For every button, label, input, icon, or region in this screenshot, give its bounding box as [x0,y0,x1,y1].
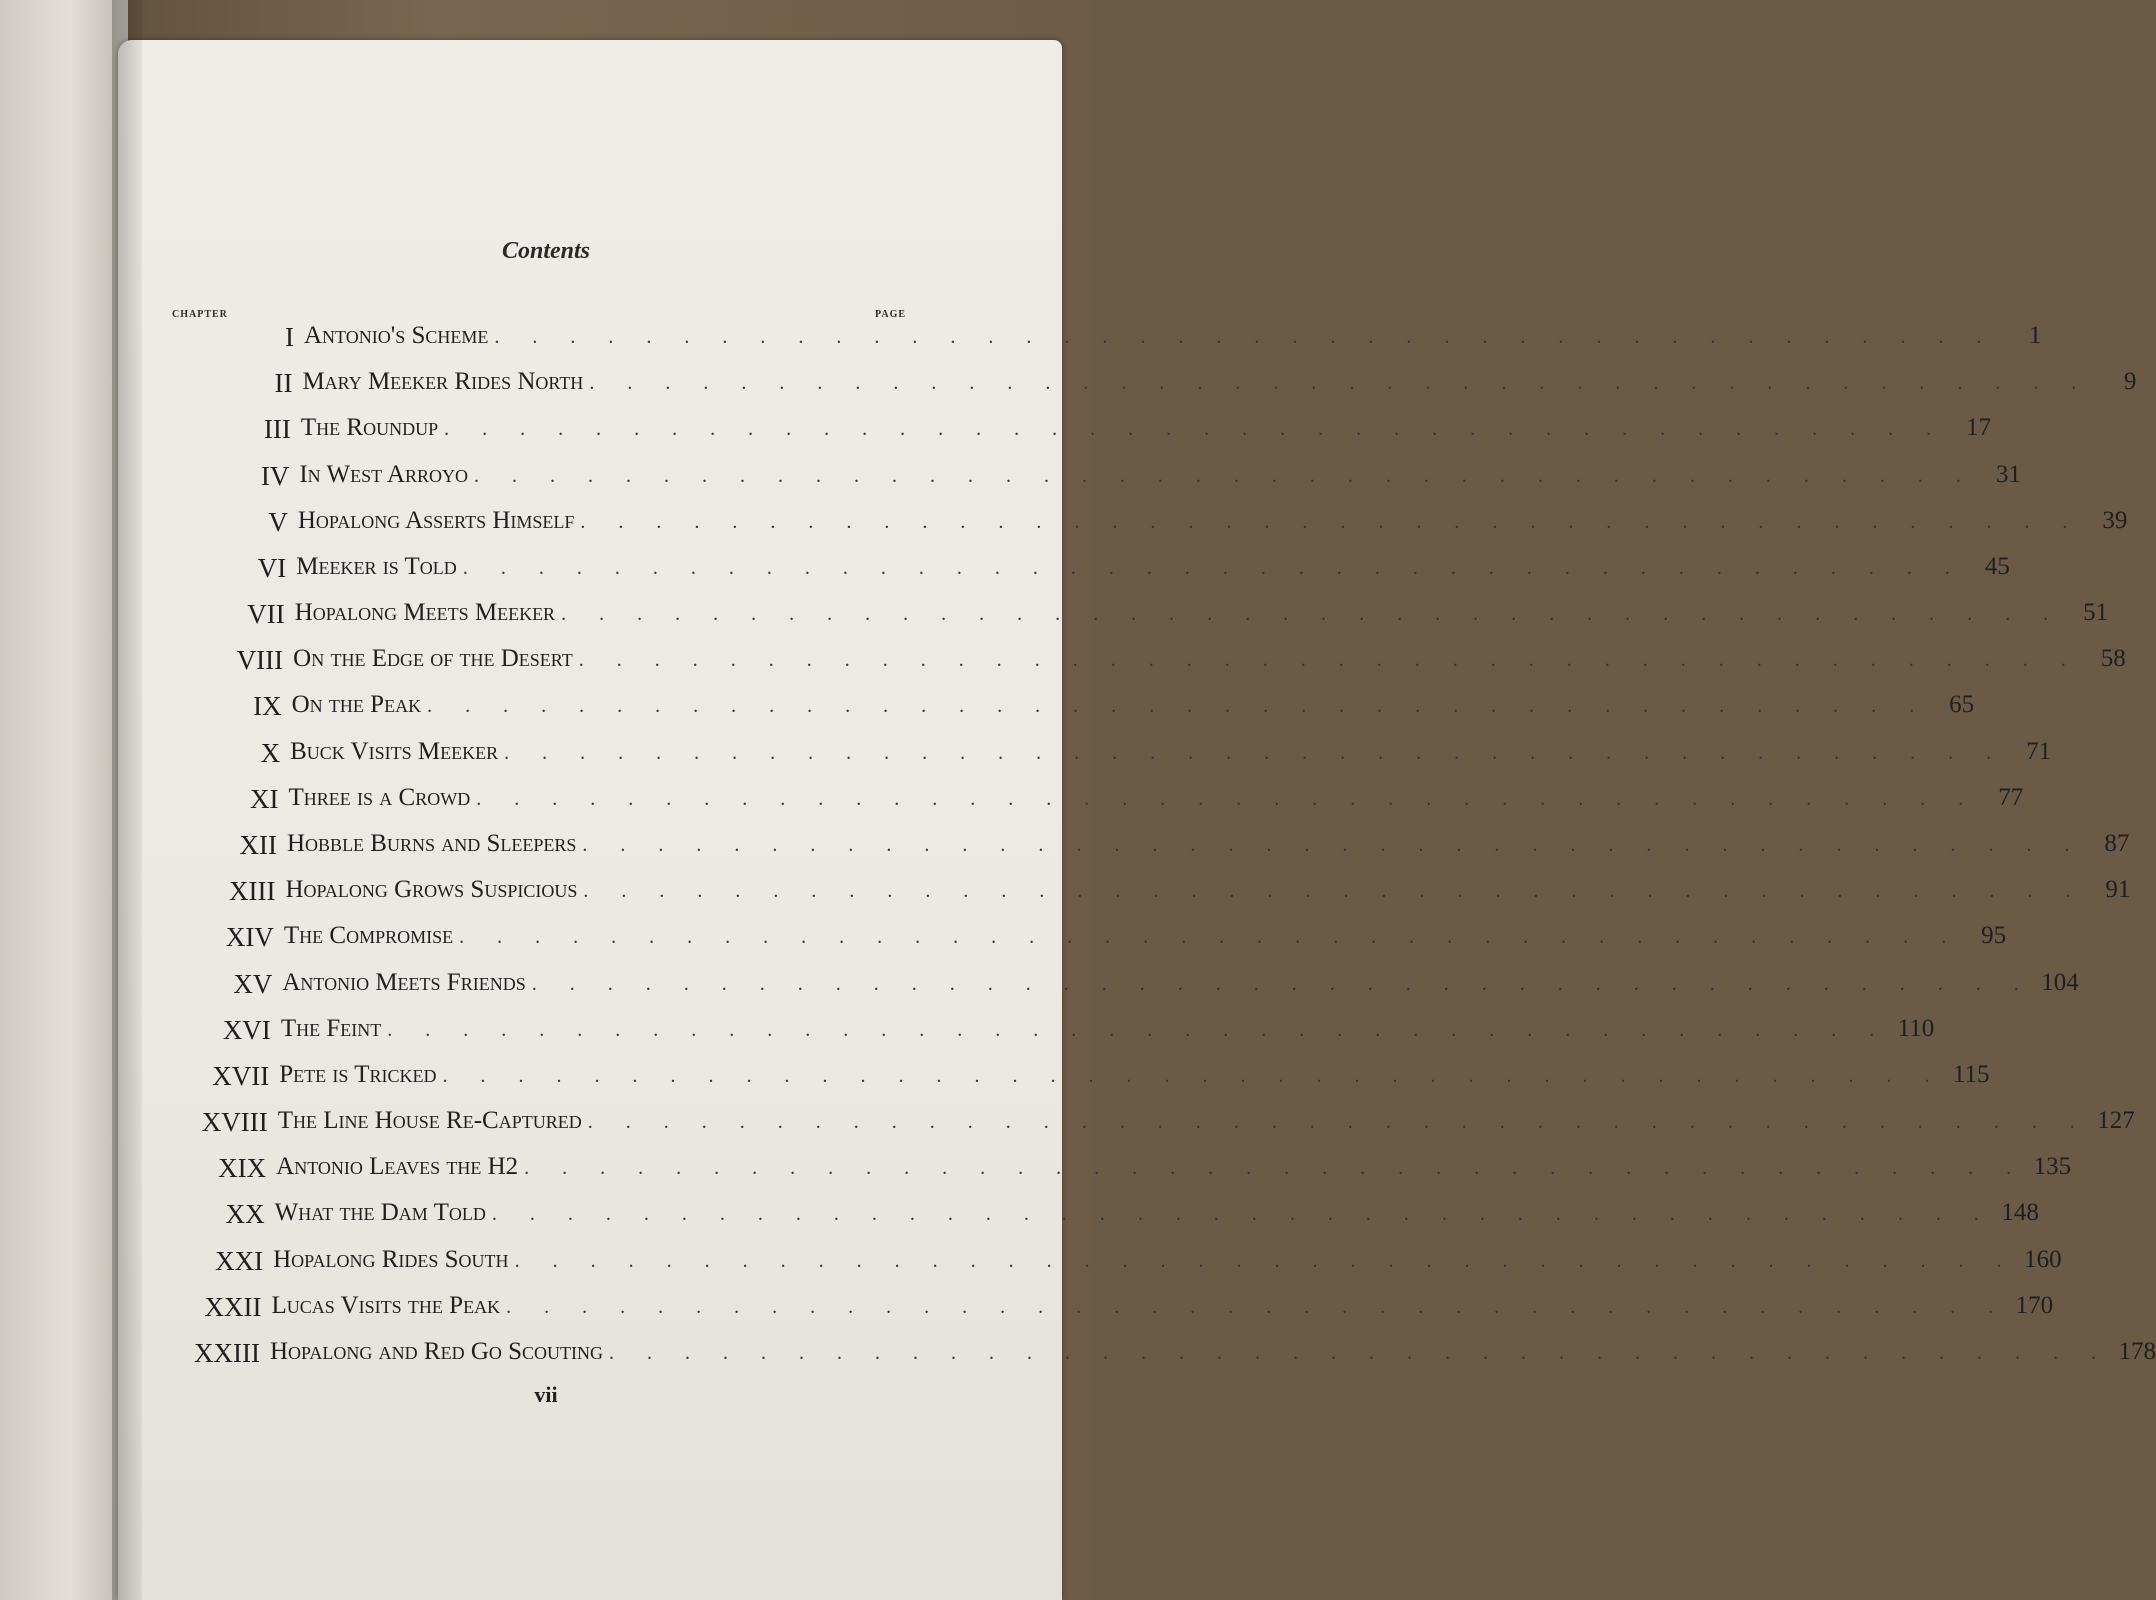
toc-entry [215,1245,2062,1286]
page-number: 71 [2026,737,2052,765]
page-number: 77 [1998,783,2024,811]
dot-leader: . . . . . . . . . . . . . . . . . . . . . . . . . . . . . . . . . . . . . . . . [476,787,1978,810]
toc-entry [194,1338,2156,1378]
toc-entry [274,368,2137,408]
toc-entry [233,968,2079,1009]
page-number: 104 [2041,968,2079,996]
page-number: 91 [2105,876,2131,904]
dot-leader: . . . . . . . . . . . . . . . . . . . . . . . . . . . . . . . . . . . . . . . . [524,1157,2026,1180]
chapter-title: The Compromise [283,922,454,950]
chapter-title: Hopalong Meets Meeker [294,599,556,627]
dot-leader: . . . . . . . . . . . . . . . . . . . . . . . . . . . . . . . . . . . . . . . . [580,510,2082,533]
chapter-number: XXII [204,1291,262,1322]
toc-entry [247,599,2109,639]
chapter-number: IV [260,460,290,491]
chapter-number: XVIII [201,1107,268,1138]
dot-leader: . . . . . . . . . . . . . . . . . . . . . . . . . . . . . . . . . . . . . . . . [491,1203,1993,1226]
chapter-title: Lucas Visits the Peak [271,1291,501,1319]
chapter-number: XI [250,783,279,814]
chapter-title: Buck Visits Meeker [290,737,499,765]
page-number: 127 [2097,1107,2135,1135]
chapter-title: Antonio's Scheme [304,322,489,349]
toc-entry [250,783,2024,824]
chapter-number: XVII [212,1060,270,1091]
page-number: 95 [1981,922,2007,950]
page-number: 135 [2033,1153,2072,1181]
chapter-number: XIV [225,922,274,953]
dot-leader: . . . . . . . . . . . . . . . . . . . . . . . . . . . . . . . . . . . . . . . . [444,418,1946,441]
dot-leader: . . . . . . . . . . . . . . . . . . . . . . . . . . . . . . . . . . . . . . . . [561,603,2063,626]
page-number: 178 [2118,1338,2156,1365]
chapter-number: II [274,368,293,399]
dot-leader: . . . . . . . . . . . . . . . . . . . . . . . . . . . . . . . . . . . . . . . . [462,556,1964,579]
chapter-number: I [285,322,294,352]
page-column-header: PAGE [875,309,907,320]
page-number-folio: vii [534,1382,558,1407]
chapter-number: V [268,506,288,537]
page-number: 31 [1996,460,2022,488]
chapter-title: On the Peak [291,691,422,719]
chapter-title: The Feint [280,1014,382,1042]
toc-entry [225,922,2007,962]
chapter-number: VI [257,552,287,583]
dot-leader: . . . . . . . . . . . . . . . . . . . . . . . . . . . . . . . . . . . . . . . . [474,464,1976,487]
page-number: 160 [2024,1245,2062,1273]
toc-entry [239,830,2130,870]
page-number: 45 [1984,552,2010,580]
toc-entry [212,1060,1990,1101]
chapter-title: Antonio Leaves the H2 [276,1153,519,1181]
toc-entry [204,1291,2054,1332]
chapter-title: Pete is Tricked [279,1060,437,1088]
toc-entry [263,414,1992,454]
chapter-title: Hopalong and Red Go Scouting [270,1338,604,1365]
chapter-title: Antonio Meets Friends [282,968,526,996]
toc-entry [228,876,2131,916]
chapter-title: Mary Meeker Rides North [302,368,584,396]
chapter-number: XII [239,830,277,860]
chapter-title: Hopalong Asserts Himself [297,506,575,534]
dot-leader: . . . . . . . . . . . . . . . . . . . . . . . . . . . . . . . . . . . . . . . . [442,1064,1944,1087]
dot-leader: . . . . . . . . . . . . . . . . . . . . . . . . . . . . . . . . . . . . . . . . [589,372,2091,395]
page-number: 65 [1949,691,1975,719]
page-number: 9 [2123,368,2137,396]
dot-leader: . . . . . . . . . . . . . . . . . . . . . . . . . . . . . . . . . . . . . . . . [387,1018,1889,1041]
chapter-number: XX [225,1199,265,1230]
dot-leader: . . . . . . . . . . . . . . . . . . . . . . . . . . . . . . . . . . . . . . . . [587,1111,2089,1134]
chapter-title: Hopalong Rides South [273,1245,509,1273]
toc-entry [257,552,2010,593]
dot-leader: . . . . . . . . . . . . . . . . . . . . . . . . . . . . . . . . . . . . . . . . [459,926,1961,949]
chapter-title: Three is a Crowd [288,783,471,811]
toc-entry [222,1014,1935,1055]
dot-leader: . . . . . . . . . . . . . . . . . . . . . . . . . . . . . . . . . . . . . . . . [514,1249,2016,1272]
chapter-number: XV [233,968,273,999]
dot-leader: . . . . . . . . . . . . . . . . . . . . . . . . . . . . . . . . . . . . . . . . [427,695,1929,718]
chapter-number: XXI [215,1245,264,1276]
chapter-title: The Roundup [300,414,439,442]
toc-entry [225,1199,2039,1239]
chapter-number: X [260,737,281,768]
page-number: 17 [1966,414,1992,442]
dot-leader: . . . . . . . . . . . . . . . . . . . . . . . . . . . . . . . . . . . . . . . . [506,1295,2008,1318]
chapter-title: What the Dam Told [274,1199,486,1227]
dot-leader: . . . . . . . . . . . . . . . . . . . . . . . . . . . . . . . . . . . . . . . . [494,326,1996,348]
page-number: 58 [2100,645,2126,673]
chapter-title: Meeker is Told [296,552,457,580]
page-number: 39 [2102,506,2128,534]
chapter-column-header: CHAPTER [172,309,228,320]
chapter-number: VII [247,599,285,630]
chapter-number: XIII [228,876,276,907]
chapter-title: Hopalong Grows Suspicious [285,876,578,904]
dot-leader: . . . . . . . . . . . . . . . . . . . . . . . . . . . . . . . . . . . . . . . . [583,880,2085,903]
page-number: 115 [1952,1060,1990,1088]
page-number: 148 [2001,1199,2039,1227]
chapter-number: XIX [218,1153,267,1184]
page-number: 1 [2028,322,2042,349]
page-number: 170 [2015,1291,2054,1319]
toc-entry [285,322,2042,362]
dot-leader: . . . . . . . . . . . . . . . . . . . . . . . . . . . . . . . . . . . . . . . . [609,1342,2111,1364]
toc-entry [260,460,2022,501]
chapter-title: Hobble Burns and Sleepers [287,830,577,857]
chapter-title: On the Edge of the Desert [293,645,573,673]
dot-leader: . . . . . . . . . . . . . . . . . . . . . . . . . . . . . . . . . . . . . . . . [578,649,2080,672]
dot-leader: . . . . . . . . . . . . . . . . . . . . . . . . . . . . . . . . . . . . . . . . [531,972,2033,995]
dot-leader: . . . . . . . . . . . . . . . . . . . . . . . . . . . . . . . . . . . . . . . . [582,834,2084,856]
chapter-title: In West Arroyo [299,460,469,488]
toc-entry [260,737,2052,778]
page-number: 87 [2104,830,2130,857]
toc-entry [236,645,2126,685]
chapter-number: VIII [236,645,284,676]
toc-entry [253,691,1975,731]
toc-entry [201,1107,2135,1147]
chapter-number: XXIII [194,1338,260,1368]
toc-entry [268,506,2128,547]
chapter-number: IX [253,691,282,722]
dot-leader: . . . . . . . . . . . . . . . . . . . . . . . . . . . . . . . . . . . . . . . . [504,741,2006,764]
page-number: 110 [1897,1014,1935,1042]
chapter-number: XVI [222,1014,271,1045]
chapter-number: III [263,414,291,445]
toc-entry [218,1153,2072,1193]
page-title: Contents [501,238,591,264]
chapter-title: The Line House Re-Captured [277,1107,582,1135]
page-number: 51 [2083,599,2109,627]
